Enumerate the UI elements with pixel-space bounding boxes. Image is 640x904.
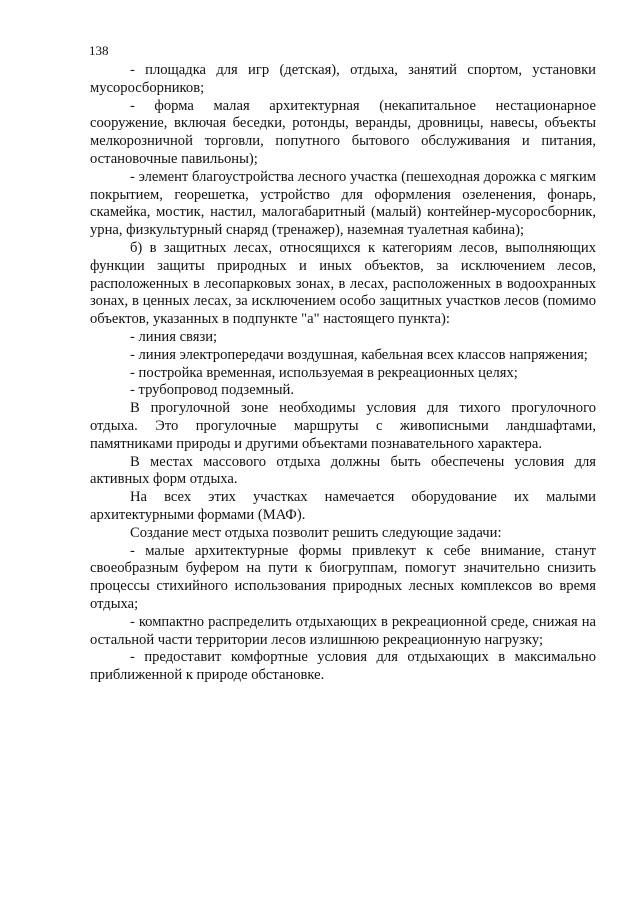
paragraph-task-distribute: - компактно распределить отдыхающих в рекреационной среде, снижая на остальной части территории лесов излишнюю рекреационную нагрузку; xyxy=(90,613,596,648)
paragraph-small-architectural-form: - форма малая архитектурная (некапитальное нестационарное сооружение, включая беседки, ротонды, веранды, дровницы, навесы, объекты мелкорозничной торговли, попутного бытового обслуживания и питания, остановочные павильоны); xyxy=(90,97,596,167)
paragraph-landscaping-element: - элемент благоустройства лесного участка (пешеходная дорожка с мягким покрытием, георешетка, устройство для оформления озеленения, фонарь, скамейка, мостик, настил, малогабаритный (малый) контейнер-мусоросборник, урна, физкультурный снаряд (тренажер), наземная туалетная кабина); xyxy=(90,168,596,239)
paragraph-protective-forests: б) в защитных лесах, относящихся к категориям лесов, выполняющих функции защиты природных и иных объектов, за исключением лесов, расположенных в лесопарковых зонах, в лесах, расположенных в водоохранных зонах, в ценных лесах, за исключением особо защитных участков лесов (помимо объектов, указанных в подпункте "а" настоящего пункта): xyxy=(90,239,596,328)
paragraph-communication-line: - линия связи; xyxy=(130,328,218,345)
paragraph-mass-recreation: В местах массового отдыха должны быть обеспечены условия для активных форм отдыха. xyxy=(90,453,596,488)
paragraph-power-line: - линия электропередачи воздушная, кабельная всех классов напряжения; xyxy=(130,346,588,363)
page-number: 138 xyxy=(89,43,109,58)
paragraph-tasks-intro: Создание мест отдыха позволит решить следующие задачи: xyxy=(130,524,502,541)
paragraph-task-attention: - малые архитектурные формы привлекут к себе внимание, станут своеобразным буфером на пути к биогруппам, помогут значительно снизить процессы стихийного использования природных лесных комплексов во время отдыха; xyxy=(90,542,596,612)
paragraph-walking-zone: В прогулочной зоне необходимы условия для тихого прогулочного отдыха. Это прогулочные маршруты с живописными ландшафтами, памятниками природы и другими объектами познавательного характера. xyxy=(90,400,596,452)
paragraph-temporary-building: - постройка временная, используемая в рекреационных целях; xyxy=(130,364,518,381)
paragraph-maf-equipment: На всех этих участках намечается оборудование их малыми архитектурными формами (МАФ). xyxy=(90,489,596,523)
paragraph-underground-pipeline: - трубопровод подземный. xyxy=(130,382,294,399)
document-body xyxy=(90,62,596,685)
paragraph-playground: - площадка для игр (детская), отдыха, занятий спортом, установки мусоросборников; xyxy=(90,62,596,96)
paragraph-task-comfort: - предоставит комфортные условия для отдыхающих в максимально приближенной к природе обстановке. xyxy=(90,649,596,684)
